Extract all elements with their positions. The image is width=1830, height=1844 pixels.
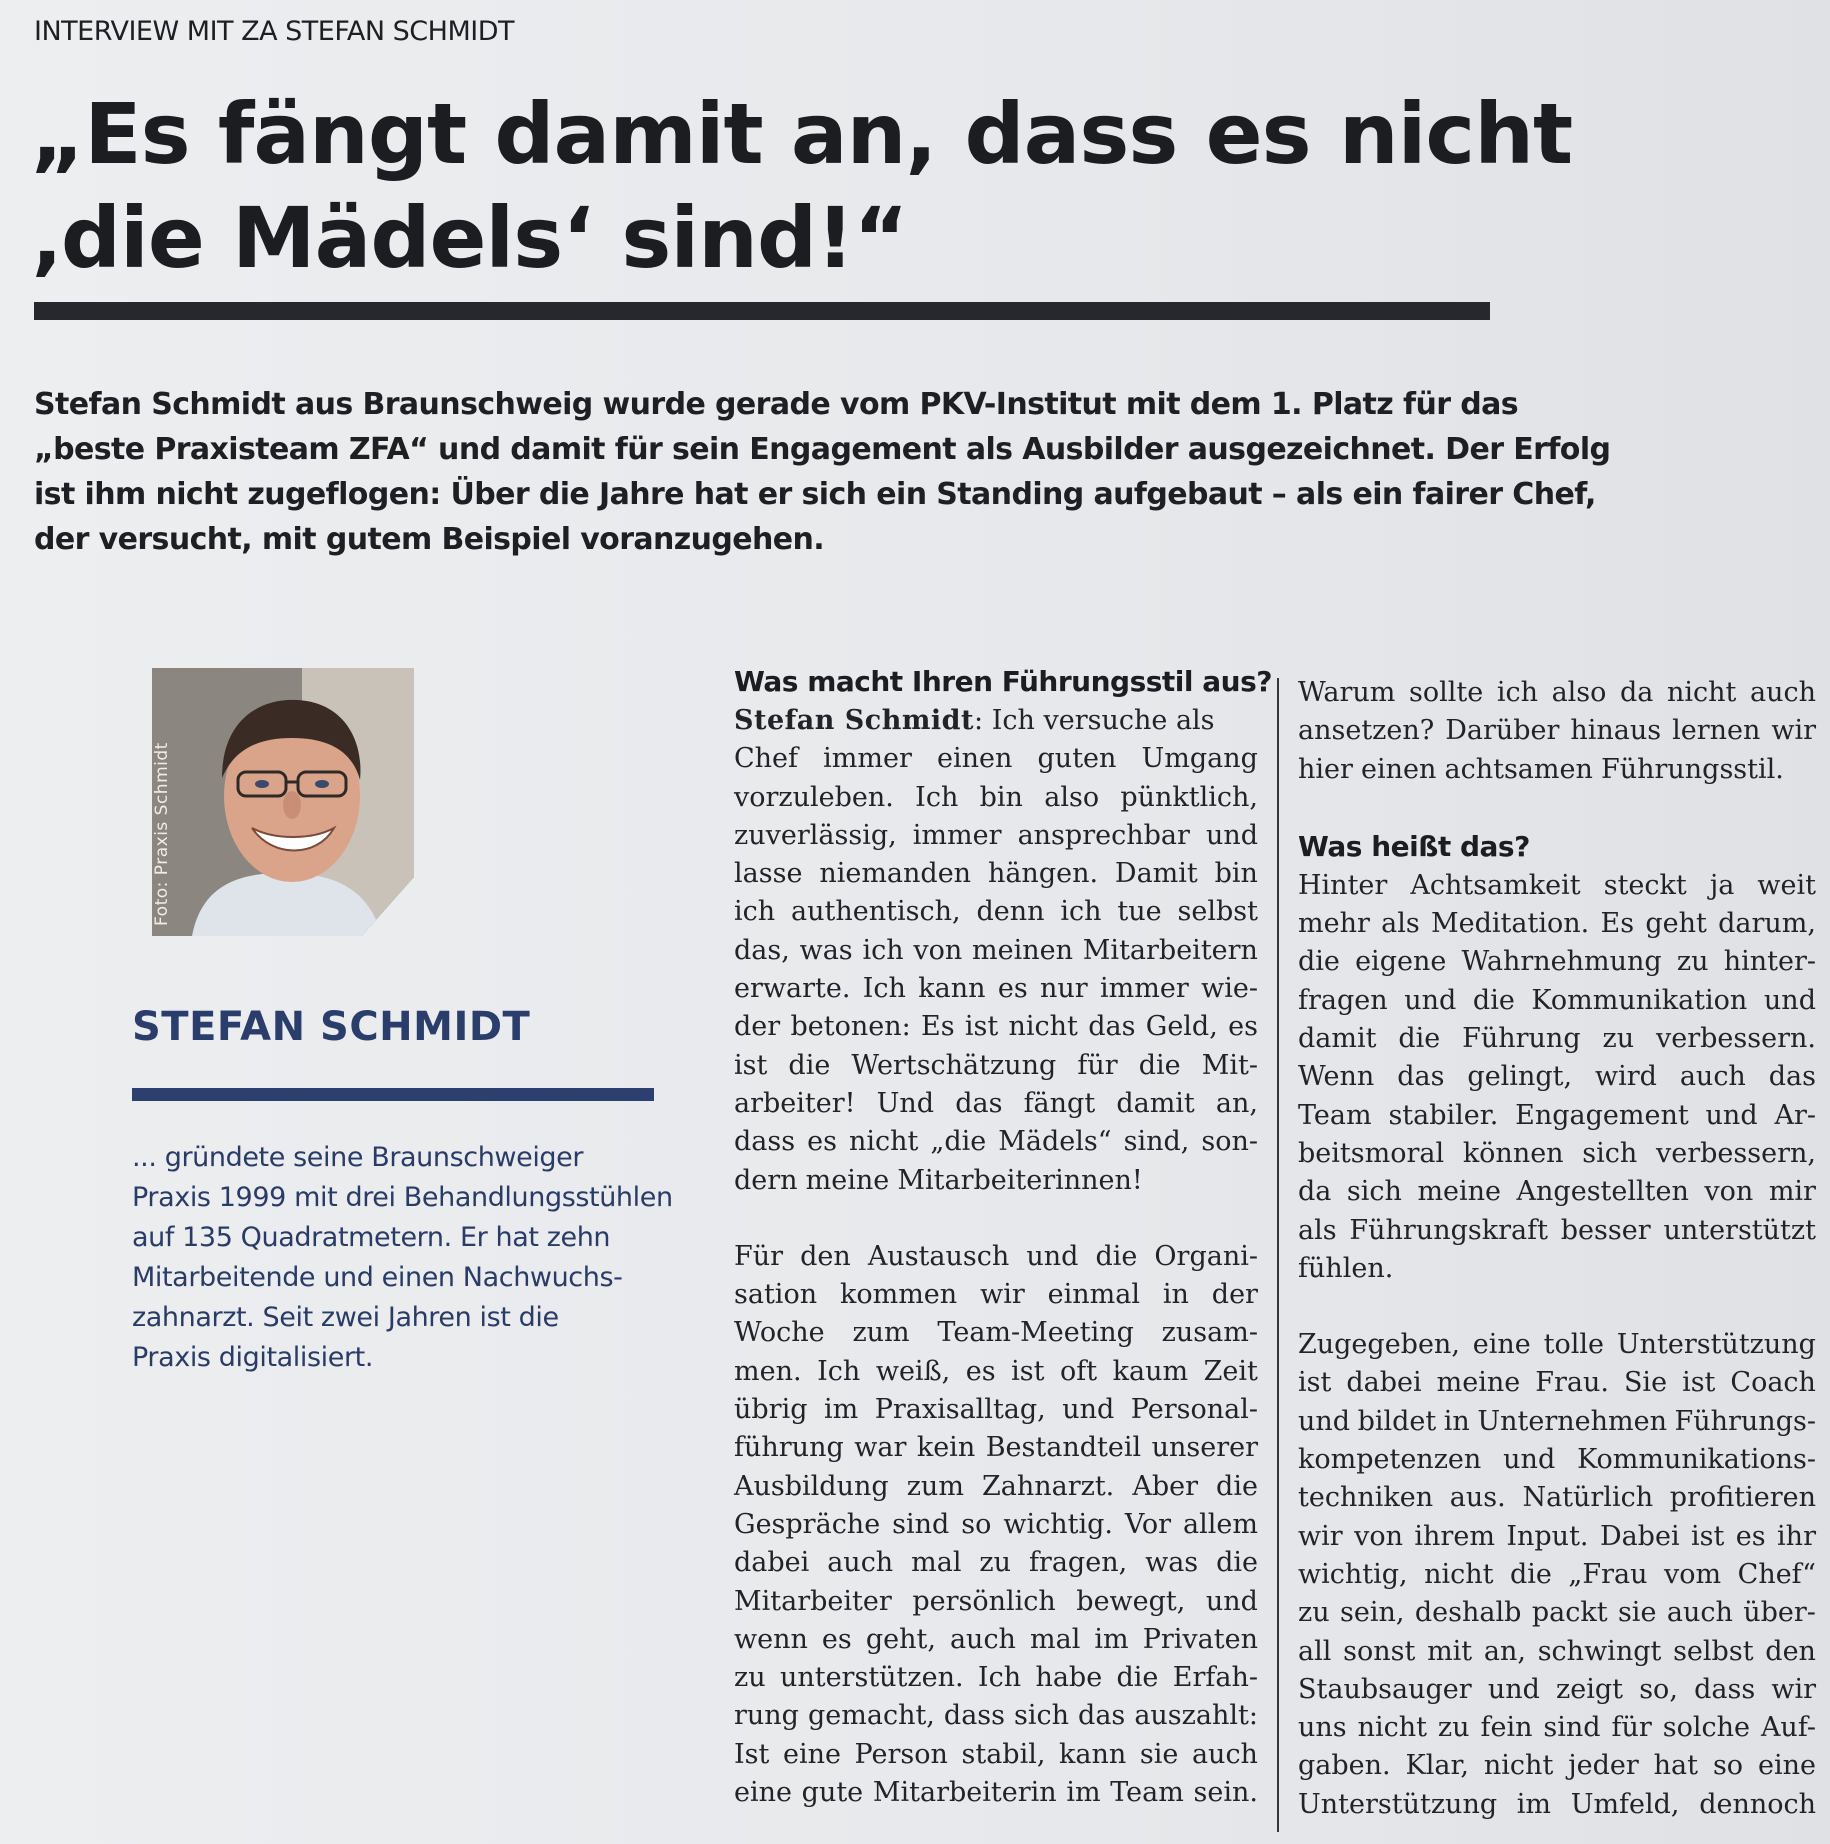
photo-credit: Foto: Praxis Schmidt [152, 742, 172, 926]
article-line: Woche zum Team-Meeting zusam- [734, 1317, 1258, 1349]
lead-line-1: Stefan Schmidt aus Braunschweig wurde gerade vom PKV-Institut mit dem 1. Platz für das [34, 387, 1519, 422]
article-line: erwarte. Ich kann es nur immer wie- [734, 973, 1258, 1005]
article-line: Warum sollte ich also da nicht auch [1298, 677, 1816, 708]
article-line: Ausbildung zum Zahnarzt. Aber die [734, 1470, 1258, 1502]
headline-divider [34, 302, 1490, 320]
headline-line-1: „Es fängt damit an, dass es nicht [30, 85, 1573, 183]
answer-line-start: : Ich versuche als [974, 705, 1215, 736]
interview-question: Was macht Ihren Führungsstil aus? [734, 665, 1272, 698]
article-line: lasse niemanden hängen. Damit bin [734, 858, 1258, 890]
article-line: techniken aus. Natürlich profitieren [1298, 1482, 1816, 1514]
article-line: Staubsauger und zeigt so, dass wir [1298, 1673, 1816, 1705]
article-line: hier einen achtsamen Führungsstil. [1298, 753, 1784, 785]
article-line: Chef immer einen guten Umgang [734, 743, 1258, 775]
article-line: wenn es geht, auch mal im Privaten [734, 1623, 1258, 1655]
paragraph-gap [1298, 1288, 1816, 1326]
article-column-right [1298, 674, 1816, 1824]
article-line: ist die Wertschätzung für die Mit- [734, 1049, 1258, 1081]
article-line: der betonen: Es ist nicht das Geld, es [734, 1011, 1258, 1043]
bio-line: auf 135 Quadratmetern. Er hat zehn [132, 1222, 611, 1253]
article-line: mehr als Meditation. Es geht darum, [1298, 908, 1816, 940]
article-line: Wenn das gelingt, wird auch das [1298, 1061, 1816, 1093]
answer-first-line [734, 702, 1258, 740]
article-line: ansetzen? Darüber hinaus lernen wir [1298, 715, 1816, 747]
article-column-middle [734, 662, 1272, 1812]
article-line: führung war kein Bestandteil unserer [734, 1432, 1258, 1464]
article-line: zu sein, deshalb packt sie auch über- [1298, 1597, 1816, 1629]
bio-divider [132, 1088, 654, 1101]
article-line: wir von ihrem Input. Dabei ist es ihr [1298, 1520, 1816, 1552]
answer-paragraph-1 [734, 740, 1258, 1200]
lead-line-4: der versucht, mit gutem Beispiel voranzugehen. [34, 522, 825, 557]
article-line: zuverlässig, immer ansprechbar und [734, 819, 1258, 851]
lead-line-3: ist ihm nicht zugeflogen: Über die Jahre hat er sich ein Standing aufgebaut – als ein fairer Chef, [34, 477, 1596, 512]
article-line: sation kommen wir einmal in der [734, 1279, 1258, 1311]
article-line: damit die Führung zu verbessern. [1298, 1023, 1816, 1055]
article-line: da sich meine Angestellten von mir [1298, 1176, 1816, 1208]
article-line: übrig im Praxisalltag, und Personal- [734, 1394, 1258, 1426]
article-line: men. Ich weiß, es ist oft kaum Zeit [734, 1355, 1258, 1387]
portrait-photo [152, 668, 414, 936]
article-line: uns nicht zu fein sind für solche Auf- [1298, 1712, 1816, 1744]
article-line: arbeiter! Und das fängt damit an, [734, 1087, 1258, 1119]
article-line: Für den Austausch und die Organi- [734, 1240, 1258, 1272]
article-line: zu unterstützen. Ich habe die Erfah- [734, 1662, 1258, 1694]
bio-line: ... gründete seine Braunschweiger [132, 1142, 584, 1173]
article-line: das, was ich von meinen Mitarbeitern [734, 934, 1258, 966]
article-line: Hinter Achtsamkeit steckt ja weit [1298, 869, 1816, 901]
article-line: fragen und die Kommunikation und [1298, 984, 1816, 1016]
bio-line: zahnarzt. Seit zwei Jahren ist die [132, 1302, 559, 1333]
headline [30, 82, 1573, 290]
article-line: wichtig, nicht die „Frau vom Chef“ [1298, 1558, 1816, 1590]
article-line: fühlen. [1298, 1252, 1394, 1284]
article-line: Unterstützung im Umfeld, dennoch [1298, 1788, 1816, 1820]
bio-line: Praxis 1999 mit drei Behandlungsstühlen [132, 1182, 673, 1213]
paragraph-gap [734, 1200, 1258, 1238]
answer-paragraph-continued [1298, 674, 1816, 789]
lead-line-2: „beste Praxisteam ZFA“ und damit für sein Engagement als Ausbilder ausgezeichnet. Der Erfolg [34, 432, 1611, 467]
bio-name: STEFAN SCHMIDT [132, 1004, 531, 1050]
article-line: als Führungskraft besser unterstützt [1298, 1214, 1816, 1246]
headline-line-2: ‚die Mädels‘ sind!“ [30, 189, 908, 287]
paragraph-gap [1298, 789, 1816, 827]
article-line: dabei auch mal zu fragen, was die [734, 1547, 1258, 1579]
article-line: gaben. Klar, nicht jeder hat so eine [1298, 1750, 1816, 1782]
article-line: dern meine Mitarbeiterinnen! [734, 1164, 1143, 1196]
article-line: Gespräche sind so wichtig. Vor allem [734, 1508, 1258, 1540]
article-line: ich authentisch, denn ich tue selbst [734, 896, 1258, 928]
column-divider [1277, 678, 1279, 1832]
article-line: eine gute Mitarbeiterin im Team sein. [734, 1777, 1258, 1809]
article-line: und bildet in Unternehmen Führungs- [1298, 1405, 1816, 1437]
article-line: Zugegeben, eine tolle Unterstützung [1298, 1329, 1816, 1361]
article-line: rung gemacht, dass sich das auszahlt: [734, 1700, 1258, 1732]
article-line: Team stabiler. Engagement und Ar- [1298, 1099, 1816, 1131]
article-line: Ist eine Person stabil, kann sie auch [734, 1738, 1258, 1770]
article-line: kompetenzen und Kommunikations- [1298, 1444, 1816, 1476]
article-line: dass es nicht „die Mädels“ sind, son- [734, 1126, 1258, 1158]
interview-question: Was heißt das? [1298, 829, 1530, 863]
article-line: all sonst mit an, schwingt selbst den [1298, 1635, 1816, 1667]
portrait-illustration [152, 668, 414, 936]
article-line: ist dabei meine Frau. Sie ist Coach [1298, 1367, 1816, 1399]
section-kicker: INTERVIEW MIT ZA STEFAN SCHMIDT [34, 16, 514, 47]
article-line: beitsmoral können sich verbessern, [1298, 1137, 1816, 1169]
article-line: die eigene Wahrnehmung zu hinter- [1298, 946, 1816, 978]
answer-paragraph-3 [1298, 867, 1816, 1288]
bio-line: Mitarbeitende und einen Nachwuchs- [132, 1262, 623, 1293]
answer-paragraph-2 [734, 1238, 1258, 1812]
bio-text [132, 1138, 672, 1378]
bio-line: Praxis digitalisiert. [132, 1342, 374, 1373]
answer-paragraph-4 [1298, 1326, 1816, 1824]
article-line: Mitarbeiter persönlich bewegt, und [734, 1585, 1258, 1617]
speaker-name: Stefan Schmidt [734, 705, 975, 736]
lead-paragraph [34, 382, 1611, 562]
article-line: vorzuleben. Ich bin also pünktlich, [734, 781, 1258, 813]
